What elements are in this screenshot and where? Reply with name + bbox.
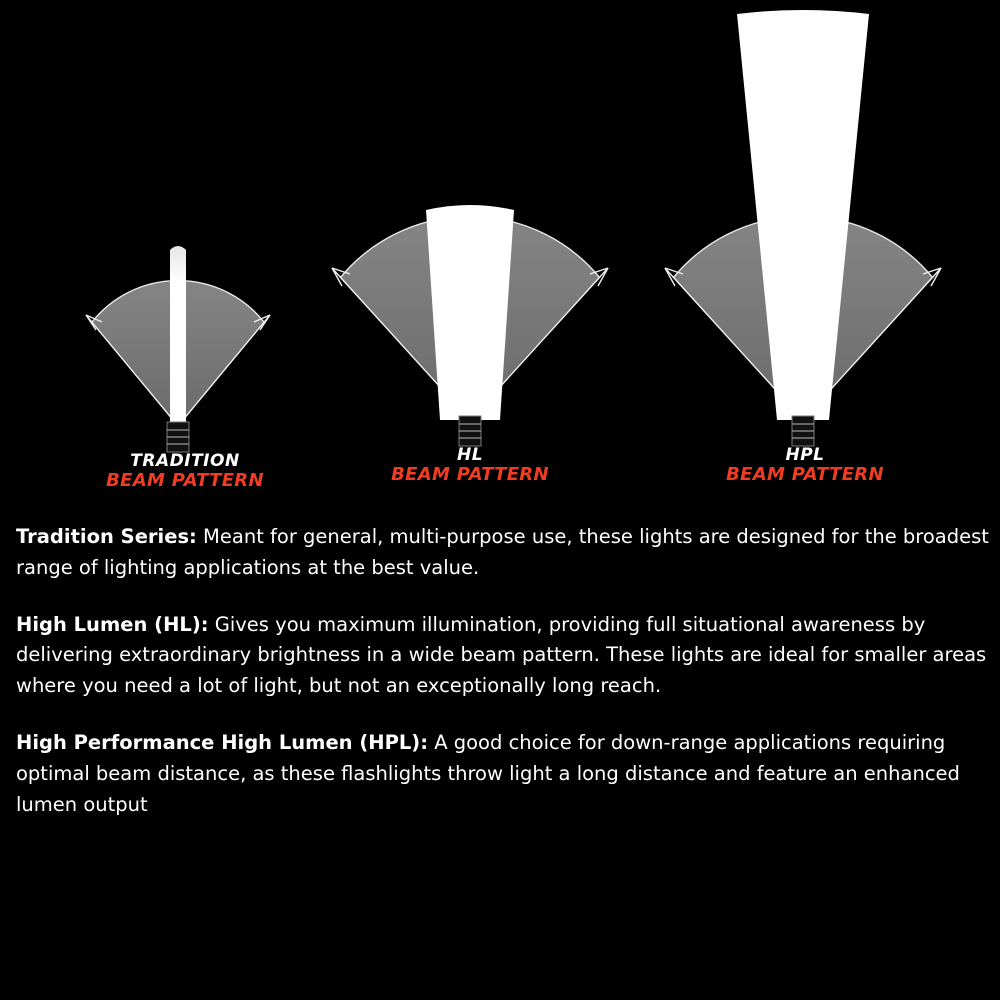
beam-group-tradition	[60, 230, 310, 500]
tradition-beam-label: BEAM PATTERN	[106, 470, 264, 492]
tradition-caption	[60, 452, 310, 491]
description-hpl	[16, 728, 991, 820]
description-hl-body: Gives you maximum illumination, providing full situational awareness by delivering extraordinary brightness in a wide beam pattern. These lights are ideal for smaller areas where you need a lot of light, but not an exceptionally long reach.	[16, 612, 987, 698]
description-hl	[16, 610, 991, 702]
hl-model-label: HL	[456, 445, 484, 465]
hpl-model-label: HPL	[785, 445, 825, 465]
description-text-block	[16, 522, 991, 820]
hpl-beam-label: BEAM PATTERN	[726, 464, 884, 486]
hl-beam-label: BEAM PATTERN	[391, 464, 549, 486]
tradition-model-label: TRADITION	[130, 451, 240, 471]
description-tradition-lead: Tradition Series:	[16, 525, 197, 548]
beam-group-hpl	[655, 0, 955, 500]
beam-group-hl	[320, 180, 620, 500]
hpl-beam-graphic	[655, 0, 955, 500]
description-hl-lead: High Lumen (HL):	[16, 612, 209, 636]
description-tradition	[16, 522, 991, 584]
hpl-caption	[655, 446, 955, 485]
hl-caption	[320, 446, 620, 485]
hl-hotspot-beam	[426, 205, 514, 420]
description-hpl-body: A good choice for down-range applications requiring optimal beam distance, as these flashlights throw light a long distance and feature an enhanced lumen output	[16, 730, 960, 816]
tradition-hotspot-beam	[170, 246, 186, 426]
description-tradition-body: Meant for general, multi-purpose use, these lights are designed for the broadest range of lighting applications at the best value.	[16, 525, 989, 579]
description-hpl-lead: High Performance High Lumen (HPL):	[16, 730, 429, 754]
